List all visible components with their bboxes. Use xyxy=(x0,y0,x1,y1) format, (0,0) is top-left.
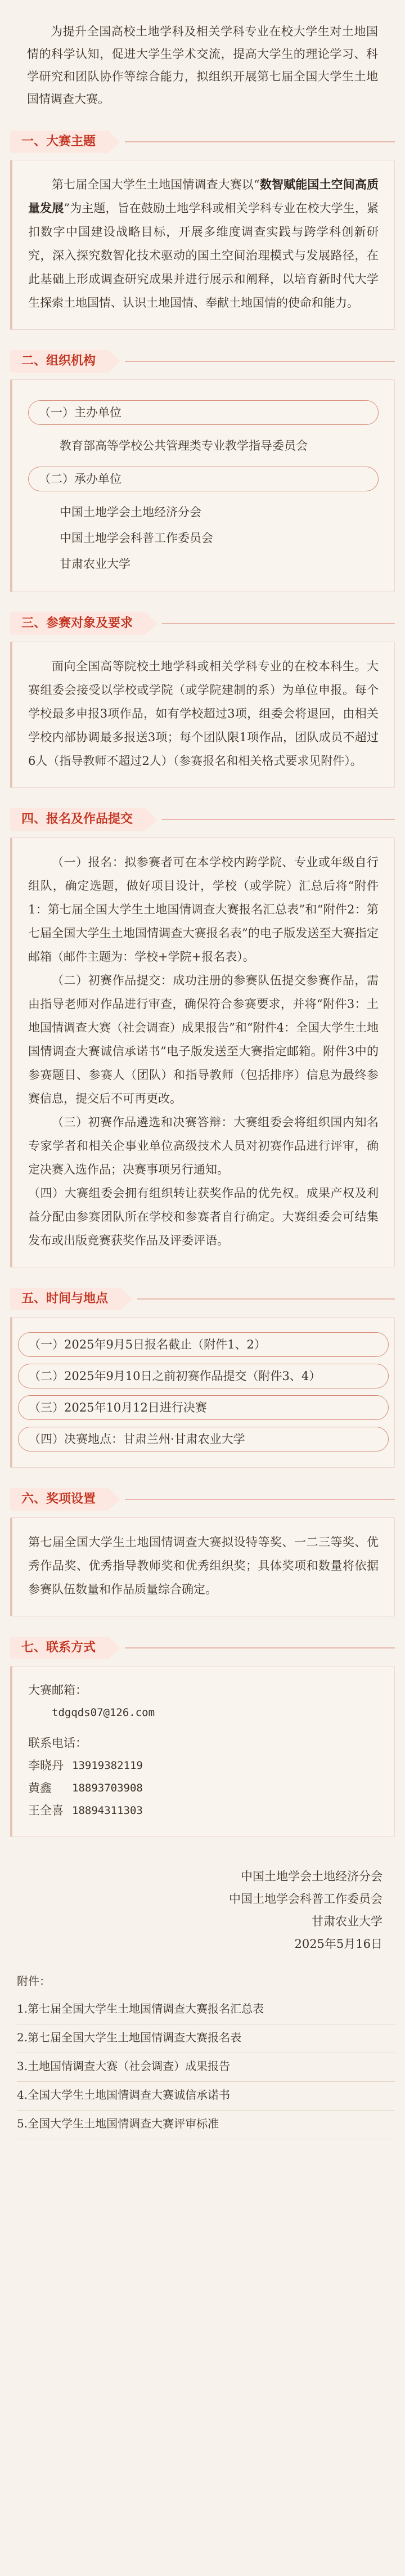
section-title: 二、组织机构 xyxy=(10,350,108,373)
section-header xyxy=(10,612,395,635)
divider xyxy=(125,1499,395,1500)
host-label: （一）主办单位 xyxy=(28,400,379,425)
section-body xyxy=(10,837,395,1267)
contact-name: 黄鑫 xyxy=(28,1781,52,1795)
contacts-label: 联系电话： xyxy=(28,1736,87,1750)
divider xyxy=(125,141,395,142)
contact-row xyxy=(28,1754,379,1777)
theme-paragraph xyxy=(28,173,379,315)
section-header xyxy=(10,1488,395,1511)
signature-org: 中国土地学会科普工作委员会 xyxy=(229,1892,382,1906)
section-header xyxy=(10,1288,395,1310)
email-label: 大赛邮箱： xyxy=(28,1683,87,1697)
organizer-item: 甘肃农业大学 xyxy=(60,557,130,571)
section-body xyxy=(10,160,395,330)
contact-name: 王全喜 xyxy=(28,1804,64,1817)
contact-phone[interactable]: 18893703908 xyxy=(72,1782,143,1794)
attachments xyxy=(10,1970,395,2139)
divider xyxy=(125,1647,395,1648)
theme-text-after: ”为主题，旨在鼓励土地学科或相关学科专业在校大学生，紧扣数字中国建设战略目标，开展多维度调查实践与跨学科创新研究，深入探究数智化技术驱动的国土空间治理模式与发展路径，在此基础上形成调查研究成果并进行展示和阐释，以培育新时代大学生探索土地国情、认识土地国情、奉献土地国情的使命和能力。 xyxy=(28,201,379,310)
section-header xyxy=(10,131,395,153)
section-time xyxy=(10,1288,395,1468)
contact-phone[interactable]: 13919382119 xyxy=(72,1759,143,1772)
attachments-label: 附件： xyxy=(17,1974,51,1988)
attachment-item[interactable]: 2.第七届全国大学生土地国情调查大赛报名表 xyxy=(17,2024,395,2053)
section-org xyxy=(10,350,395,592)
section-awards xyxy=(10,1488,395,1616)
time-item: （三）2025年10月12日进行决赛 xyxy=(18,1395,389,1420)
organizer-item: 中国土地学会土地经济分会 xyxy=(60,505,201,519)
section-title: 五、时间与地点 xyxy=(10,1288,120,1310)
time-item: （四）决赛地点：甘肃兰州·甘肃农业大学 xyxy=(18,1427,389,1451)
contact-phone[interactable]: 18894311303 xyxy=(72,1804,143,1817)
intro-paragraph: 为提升全国高校土地学科及相关学科专业在校大学生对土地国情的科学认知，促进大学生学术交流，提高大学生的理论学习、科学研究和团队协作等综合能力，拟组织开展第七届全国大学生土地国情调查大赛。 xyxy=(27,25,378,106)
host-item: 教育部高等学校公共管理类专业教学指导委员会 xyxy=(60,439,308,453)
contact-name: 李晓丹 xyxy=(28,1759,64,1772)
divider xyxy=(137,1298,395,1300)
section-submission xyxy=(10,808,395,1267)
organizer-label: （二）承办单位 xyxy=(28,467,379,491)
submission-paragraph: （一）报名：拟参赛者可在本学校内跨学院、专业或年级自行组队，确定选题，做好项目设计，学校（或学院）汇总后将“附件1：第七届全国大学生土地国情调查大赛报名汇总表”和“附件2：第七届全国大学生土地国情调查大赛报名表”的电子版发送至大赛指定邮箱（邮件主题为：学校+学院+报名表）。 xyxy=(28,855,379,964)
submission-paragraph: （四）大赛组委会拥有组织转让获奖作品的优先权。成果产权及利益分配由参赛团队所在学校和参赛者自行确定。大赛组委会可结集发布或出版竞赛获奖作品及评委评语。 xyxy=(28,1186,379,1247)
submission-paragraph: （二）初赛作品提交：成功注册的参赛队伍提交参赛作品，需由指导老师对作品进行审查，确保符合参赛要求，并将“附件3：土地国情调查大赛（社会调查）成果报告”和“附件4：全国大学生土地国情调查大赛诚信承诺书”电子版发送至大赛指定邮箱。附件3中的参赛题目、参赛人（团队）和指导教师（包括排序）信息为最终参赛信息，提交后不可再更改。 xyxy=(28,974,379,1105)
signature-block xyxy=(10,1865,395,1955)
document-page xyxy=(10,0,395,2139)
section-title: 七、联系方式 xyxy=(10,1637,108,1659)
spacer xyxy=(28,1724,379,1732)
section-body xyxy=(10,642,395,788)
theme-text-before: 第七届全国大学生土地国情调查大赛以“ xyxy=(52,178,260,191)
section-body xyxy=(10,379,395,592)
signature-org: 中国土地学会土地经济分会 xyxy=(241,1870,382,1883)
attachment-item[interactable]: 5.全国大学生土地国情调查大赛评审标准 xyxy=(17,2111,395,2139)
section-contact xyxy=(10,1637,395,1837)
section-participants xyxy=(10,612,395,788)
section-header xyxy=(10,1637,395,1659)
organizer-item: 中国土地学会科普工作委员会 xyxy=(60,531,213,545)
section-body xyxy=(10,1666,395,1837)
signature-date: 2025年5月16日 xyxy=(294,1937,382,1951)
section-header xyxy=(10,350,395,373)
section-body xyxy=(10,1317,395,1468)
section-header xyxy=(10,808,395,831)
signature-org: 甘肃农业大学 xyxy=(312,1915,382,1928)
time-item: （二）2025年9月10日之前初赛作品提交（附件3、4） xyxy=(18,1364,389,1388)
theme-keyword: 数智赋能国土空间高质量发展 xyxy=(28,177,379,215)
attachment-item[interactable]: 1.第七届全国大学生土地国情调查大赛报名汇总表 xyxy=(17,1996,395,2024)
email-address[interactable]: tdgqds07@126.com xyxy=(52,1706,155,1719)
submission-paragraph: （三）初赛作品遴选和决赛答辩：大赛组委会将组织国内知名专家学者和相关企事业单位高级技术人员对初赛作品进行评审，确定决赛入选作品；决赛事项另行通知。 xyxy=(28,1115,379,1176)
section-title: 三、参赛对象及要求 xyxy=(10,612,145,635)
section-title: 四、报名及作品提交 xyxy=(10,808,145,831)
section-theme xyxy=(10,131,395,330)
divider xyxy=(162,819,395,820)
attachment-item[interactable]: 4.全国大学生土地国情调查大赛诚信承诺书 xyxy=(17,2082,395,2111)
contact-row xyxy=(28,1777,379,1799)
section-title: 一、大赛主题 xyxy=(10,131,108,153)
time-item: （一）2025年9月5日报名截止（附件1、2） xyxy=(18,1332,389,1357)
section-body xyxy=(10,1517,395,1616)
section-title: 六、奖项设置 xyxy=(10,1488,108,1511)
participants-paragraph: 面向全国高等院校土地学科或相关学科专业的在校本科生。大赛组委会接受以学校或学院（或学院建制的系）为单位申报。每个学校最多申报3项作品，如有学校超过3项，组委会将退回，由相关学校内部协调最多报送3项；每个团队限1项作品，团队成员不超过6人（指导教师不超过2人）（参赛报名和相关格式要求见附件）。 xyxy=(28,660,379,768)
divider xyxy=(125,361,395,362)
awards-paragraph: 第七届全国大学生土地国情调查大赛拟设特等奖、一二三等奖、优秀作品奖、优秀指导教师奖和优秀组织奖；具体奖项和数量将依据参赛队伍数量和作品质量综合确定。 xyxy=(28,1535,379,1596)
divider xyxy=(162,623,395,624)
attachment-item[interactable]: 3.土地国情调查大赛（社会调查）成果报告 xyxy=(17,2053,395,2082)
contact-row xyxy=(28,1799,379,1822)
